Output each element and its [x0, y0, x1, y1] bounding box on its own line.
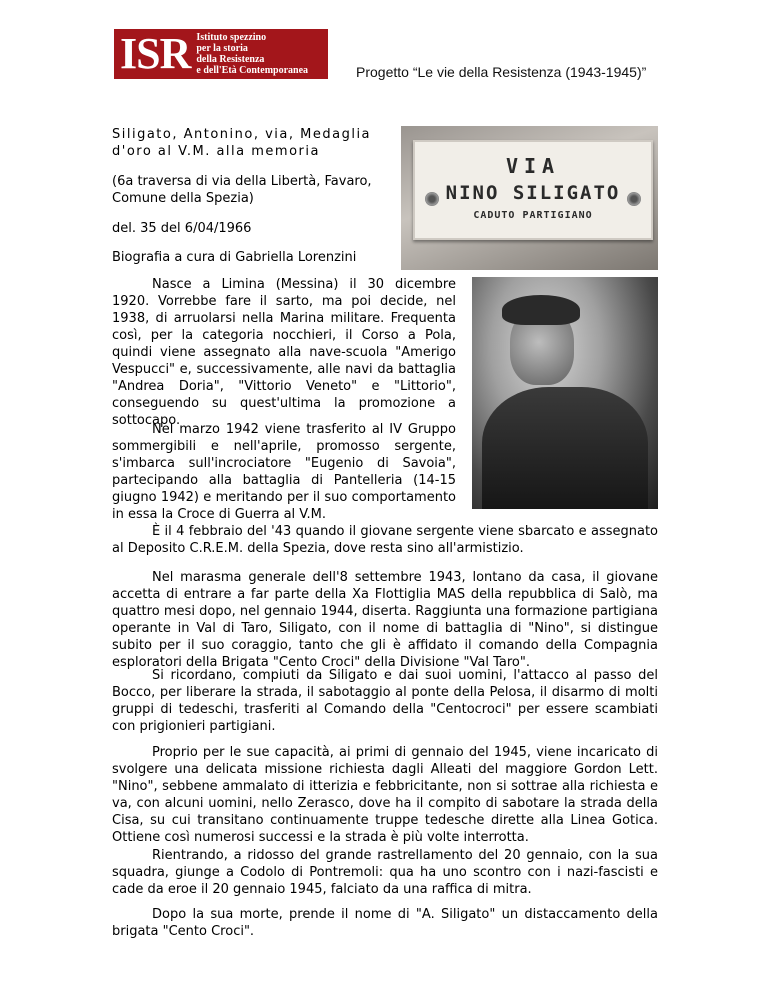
paragraph-mission: Proprio per le sue capacità, ai primi di gennaio del 1945, viene incaricato di svolgere una delicata missione richiesta dagli Alleati del maggiore Gordon Lett. "Nino", sebbene ammalato di itterizia e febbricitante, non si sottrae alla richiesta e va, con alcuni uomini, nello Zerasco, dove ha il compito di sabotare la strada della Cisa, su cui transitano continuamente truppe tedesche dirette alla Linea Gotica. Ottiene così numerosi successi e la strada è più volte interrotta.: [112, 745, 658, 845]
paragraph-birth: Nasce a Limina (Messina) il 30 dicembre 1920. Vorrebbe fare il sarto, ma poi decide, nel 1938, di arruolarsi nella Marina militare. Frequenta così, per la categoria nocchieri, il Corso a Pola, quindi viene assegnato alla nave-scuola "Amerigo Vespucci" e, successivamente, alle navi da battaglia "Andrea Doria", "Vittorio Veneto" e "Littorio", conseguendo su quest'ultima la promozione a sottocapo.: [112, 277, 456, 428]
deliberation-ref: del. 35 del 6/04/1966: [112, 221, 252, 236]
sign-line-name: NINO SILIGATO: [445, 182, 621, 204]
bio-credit: Biografia a cura di Gabriella Lorenzini: [112, 250, 357, 265]
paragraph-legacy: Dopo la sua morte, prende il nome di "A. Siligato" un distaccamento della brigata "Cento Croci".: [112, 907, 658, 939]
street-sign-photo: [401, 126, 658, 270]
paragraph-actions: Si ricordano, compiuti da Siligato e dai suoi uomini, l'attacco al passo del Bocco, per liberare la strada, il sabotaggio al ponte della Pelosa, il disarmo di molti gruppi di tedeschi, trasferiti al Comando della "Centocroci" per essere scambiati con prigionieri partigiani.: [112, 668, 658, 734]
sign-line-sub: CADUTO PARTIGIANO: [473, 210, 593, 221]
rosette-icon: [425, 192, 439, 206]
logo-subtitle: Istituto spezzino per la storia della Resistenza e dell'Età Contemporanea: [196, 32, 309, 76]
sign-line-via: VIA: [505, 154, 561, 178]
document-title: Siligato, Antonino, via, Medaglia d'oro al V.M. alla memoria: [112, 127, 372, 159]
logo-text: ISR: [120, 29, 191, 78]
street-sign-plate: [413, 140, 653, 240]
rosette-icon: [627, 192, 641, 206]
project-title: Progetto “Le vie della Resistenza (1943-1945)”: [356, 64, 647, 80]
isr-logo: [114, 29, 328, 79]
paragraph-death: Rientrando, a ridosso del grande rastrellamento del 20 gennaio, con la sua squadra, giunge a Codolo di Pontremoli: qua ha uno scontro con i nazi-fascisti e cade da eroe il 20 gennaio 1945, falciato da una raffica di mitra.: [112, 848, 658, 897]
paragraph-1942: Nel marzo 1942 viene trasferito al IV Gruppo sommergibili e nell'aprile, promosso sergente, s'imbarca sull'incrociatore "Eugenio di Savoia", partecipando alla battaglia di Pantelleria (14-15 giugno 1942) e meritando per il suo comportamento in essa la Croce di Guerra al V.M.: [112, 422, 456, 522]
portrait-beret: [502, 295, 580, 325]
paragraph-1943: È il 4 febbraio del '43 quando il giovane sergente viene sbarcato e assegnato al Deposito C.R.E.M. della Spezia, dove resta sino all'armistizio.: [112, 524, 658, 556]
paragraph-armistice: Nel marasma generale dell'8 settembre 1943, lontano da casa, il giovane accetta di entrare a far parte della Xa Flottiglia MAS della repubblica di Salò, ma quattro mesi dopo, nel gennaio 1944, diserta. Raggiunta una formazione partigiana operante in Val di Taro, Siligato, con il nome di battaglia di "Nino", si distingue subito per il suo coraggio, tanto che gli è affidato il comando della Compagnia esploratori della Brigata "Cento Croci" della Divisione "Val Taro".: [112, 570, 658, 670]
street-location: (6a traversa di via della Libertà, Favaro, Comune della Spezia): [112, 174, 372, 206]
portrait-photo: [472, 277, 658, 509]
portrait-body: [482, 387, 648, 509]
